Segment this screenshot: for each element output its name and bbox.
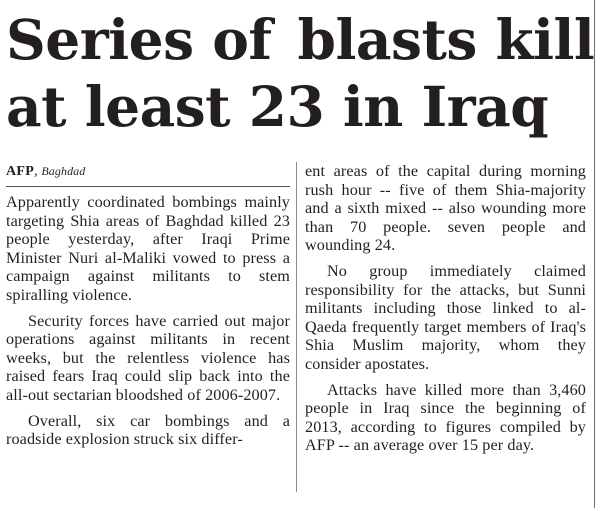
headline-line-1-part-a: Series of <box>6 7 272 72</box>
column-divider <box>296 162 297 492</box>
byline-location: Baghdad <box>41 164 86 178</box>
paragraph: Overall, six car bombings and a roadside explosion struck six differ- <box>6 411 290 449</box>
paragraph: ent areas of the capital during morning rush hour -- five of them Shia-majority and a sixth mixed -- also wounding more than 70 people. seven people and wounding 24. <box>305 162 586 255</box>
column-right <box>305 162 586 462</box>
paragraph: Security forces have carried out major operations against militants in recent weeks, but the relentless violence has raised fears Iraq could slip back into the all-out sectarian bloodshed of 2006-2007. <box>6 311 290 404</box>
byline-rule <box>6 186 290 187</box>
paragraph: No group immediately claimed responsibility for the attacks, but Sunni militants including those linked to al-Qaeda frequently target members of Iraq's Shia Muslim majority, whom they consider apostates. <box>305 261 586 373</box>
byline-agency: AFP <box>6 164 35 179</box>
page-edge-rule <box>594 0 595 508</box>
byline <box>6 162 290 183</box>
paragraph: Apparently coordinated bombings mainly targeting Shia areas of Baghdad killed 23 people yesterday, after Iraqi Prime Minister Nuri al-Maliki vowed to press a campaign against militants to stem spiralling violence. <box>6 193 290 304</box>
headline-line-1-part-b: blasts kill <box>297 7 595 72</box>
headline-line-2: at least 23 in Iraq <box>6 74 549 139</box>
column-left <box>6 162 290 456</box>
headline <box>6 6 595 140</box>
byline-separator: , <box>34 164 38 179</box>
paragraph: Attacks have killed more than 3,460 people in Iraq since the beginning of 2013, according to figures compiled by AFP -- an average over 15 per day. <box>305 380 586 455</box>
headline-line-1 <box>6 6 595 73</box>
